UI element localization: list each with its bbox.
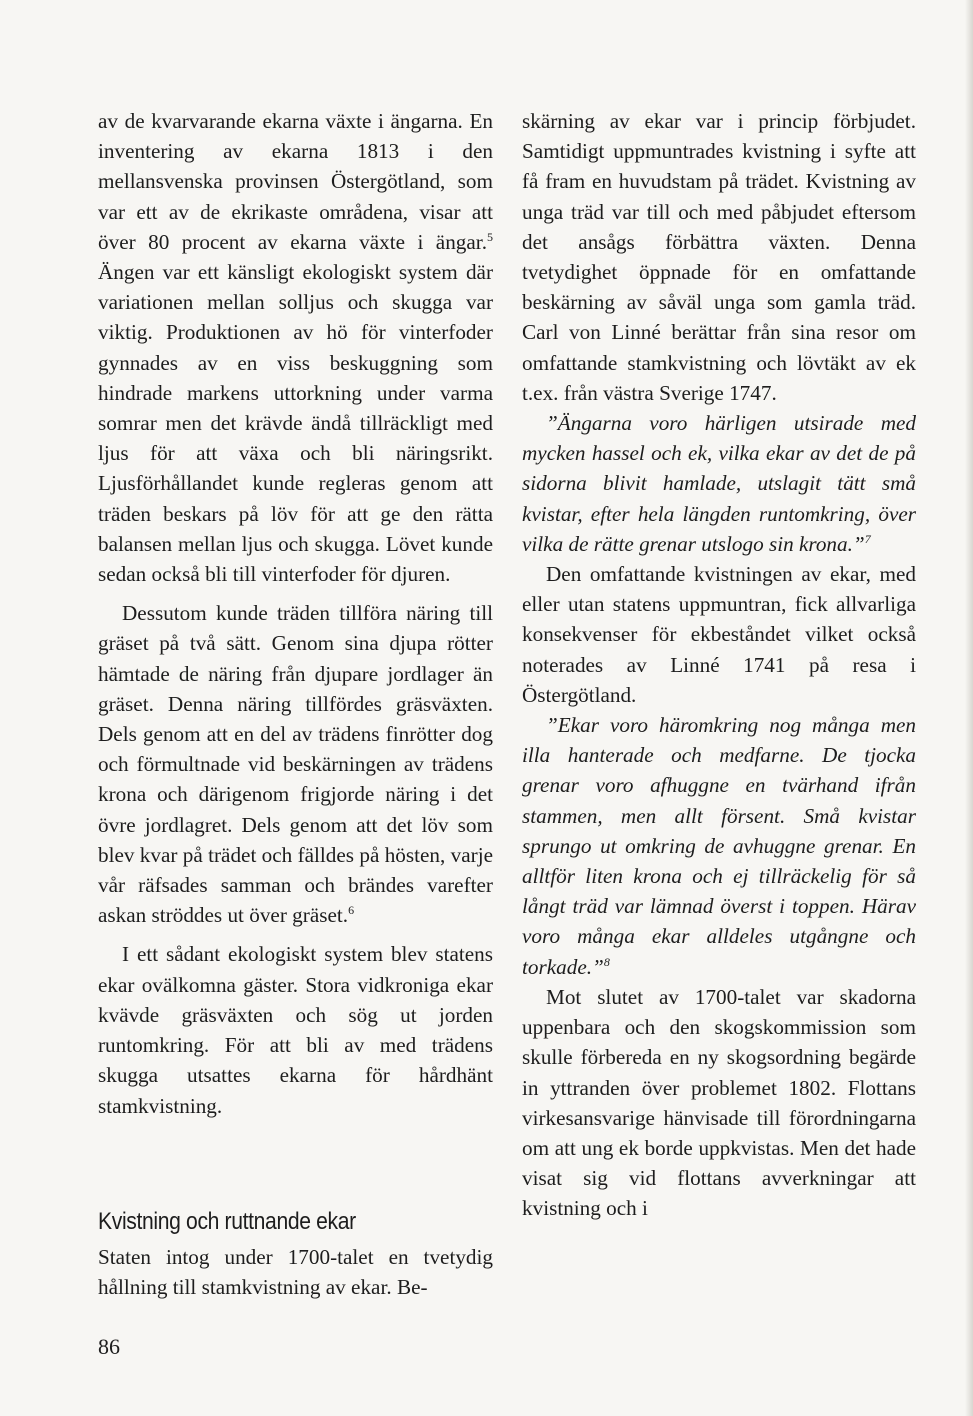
left-paragraph-2: Dessutom kunde träden tillföra näring till gräset på två sätt. Genom sina djupa rötter hämtade de näring från djupare jordlager än gräset. Denna näring tillfördes gräsväxten. Dels genom att en del av trädens finrötter dog och förmultnade vid beskärningen av trädens krona och därigenom frigjorde näring i det övre jordlagret. Dels genom att det löv som blev kvar på trädet och fälldes på hösten, varje vår räfsades samman och brändes varefter askan ströddes ut över gräset.$^6$ (98, 601, 493, 928)
right-paragraph-3: Mot slutet av 1700-talet var skadorna uppenbara och den skogskommission som skulle förbereda en ny skogsordning begärde in yttranden över problemet 1802. Flottans virkesansvarige hänvisade till förordningarna om att ung ek borde uppkvistas. Men det hade visat sig vid flottans avverkningar att kvistning och i (522, 984, 916, 1221)
page-number: 86 (98, 1334, 120, 1359)
section-intro-text: Staten intog under 1700-talet en tvetydig hållning till stamkvistning av ekar. Be- (98, 1245, 493, 1300)
right-paragraph-2: Den omfattande kvistningen av ekar, med eller utan statens uppmuntran, fick allvarliga konsekvenser för ekbeståndet vilket också noterades av Linné 1741 på resa i Östergötland. (522, 562, 916, 707)
footnote-8: 8 (603, 954, 610, 969)
footnote-5: 5 (487, 229, 493, 244)
section-heading: Kvistning och ruttnande ekar (98, 1208, 356, 1235)
left-paragraph-1: av de kvarvarande ekarna växte i ängarna. En inventering av ekarna 1813 i den mellansvenska provinsen Östergötland, som var ett av de ekrikaste områdena, visar att över 80 procent av ekarna växte i ängar.$^5$ Ängen var ett känsligt ekologiskt system där variationen mellan solljus och skugga var viktig. Produktionen av hö för vinterfoder gynnades av en viss beskuggning som hindrade markens uttorkning under varma somrar men det krävde ändå tillräckligt med ljus för att växa och bli näringsrikt. Ljusförhållandet kunde regleras genom att träden beskars på löv för att ge den rätta balansen mellan ljus och skugga. Lövet kunde sedan också bli till vinterfoder för djuren. (98, 109, 493, 587)
left-column (98, 106, 493, 1121)
linne-quote-1: ”Ängarna voro härligen utsirade med mycken hassel och ek, vilka ekar av det de på sidorna blivit hamlade, utslagit tätt små kvistar, efter hela längden runtomkring, över vilka de rätte grenar utslogo sin krona.”$^7$ (522, 411, 916, 556)
footnote-7: 7 (864, 531, 871, 546)
footnote-6: 6 (348, 903, 355, 918)
left-paragraph-3: I ett sådant ekologiskt system blev statens ekar ovälkomna gäster. Stora vidkroniga ekar kvävde gräsväxten och sög ut jorden runtomkring. För att bli av med trädens skugga utsattes ekarna för hårdhänt stamkvistning. (98, 942, 493, 1118)
page-edge-shadow (965, 0, 973, 1416)
right-paragraph-1: skärning av ekar var i princip förbjudet. Samtidigt uppmuntrades kvistning i syfte att få fram en huvudstam på trädet. Kvistning av unga träd var till och med påbjudet eftersom det ansågs förbättra växten. Denna tvetydighet öppnade för en omfattande beskärning av såväl unga som gamla träd. Carl von Linné berättar från sina resor om omfattande stamkvistning och lövtäkt av ek t.ex. från västra Sverige 1747. (522, 109, 916, 405)
linne-quote-2: ”Ekar voro häromkring nog många men illa hanterade och medfarne. De tjocka grenar voro afhuggne en tvärhand ifrån stammen, men allt försent. Små kvistar sprungo ut omkring de avhuggne grenar. En alltför liten krona och ej tillräckelig för så långt träd var lämnad överst i toppen. Härav voro många ekar alldeles utgångne och torkade.”$^8$ (522, 713, 916, 979)
right-column (522, 106, 916, 1224)
